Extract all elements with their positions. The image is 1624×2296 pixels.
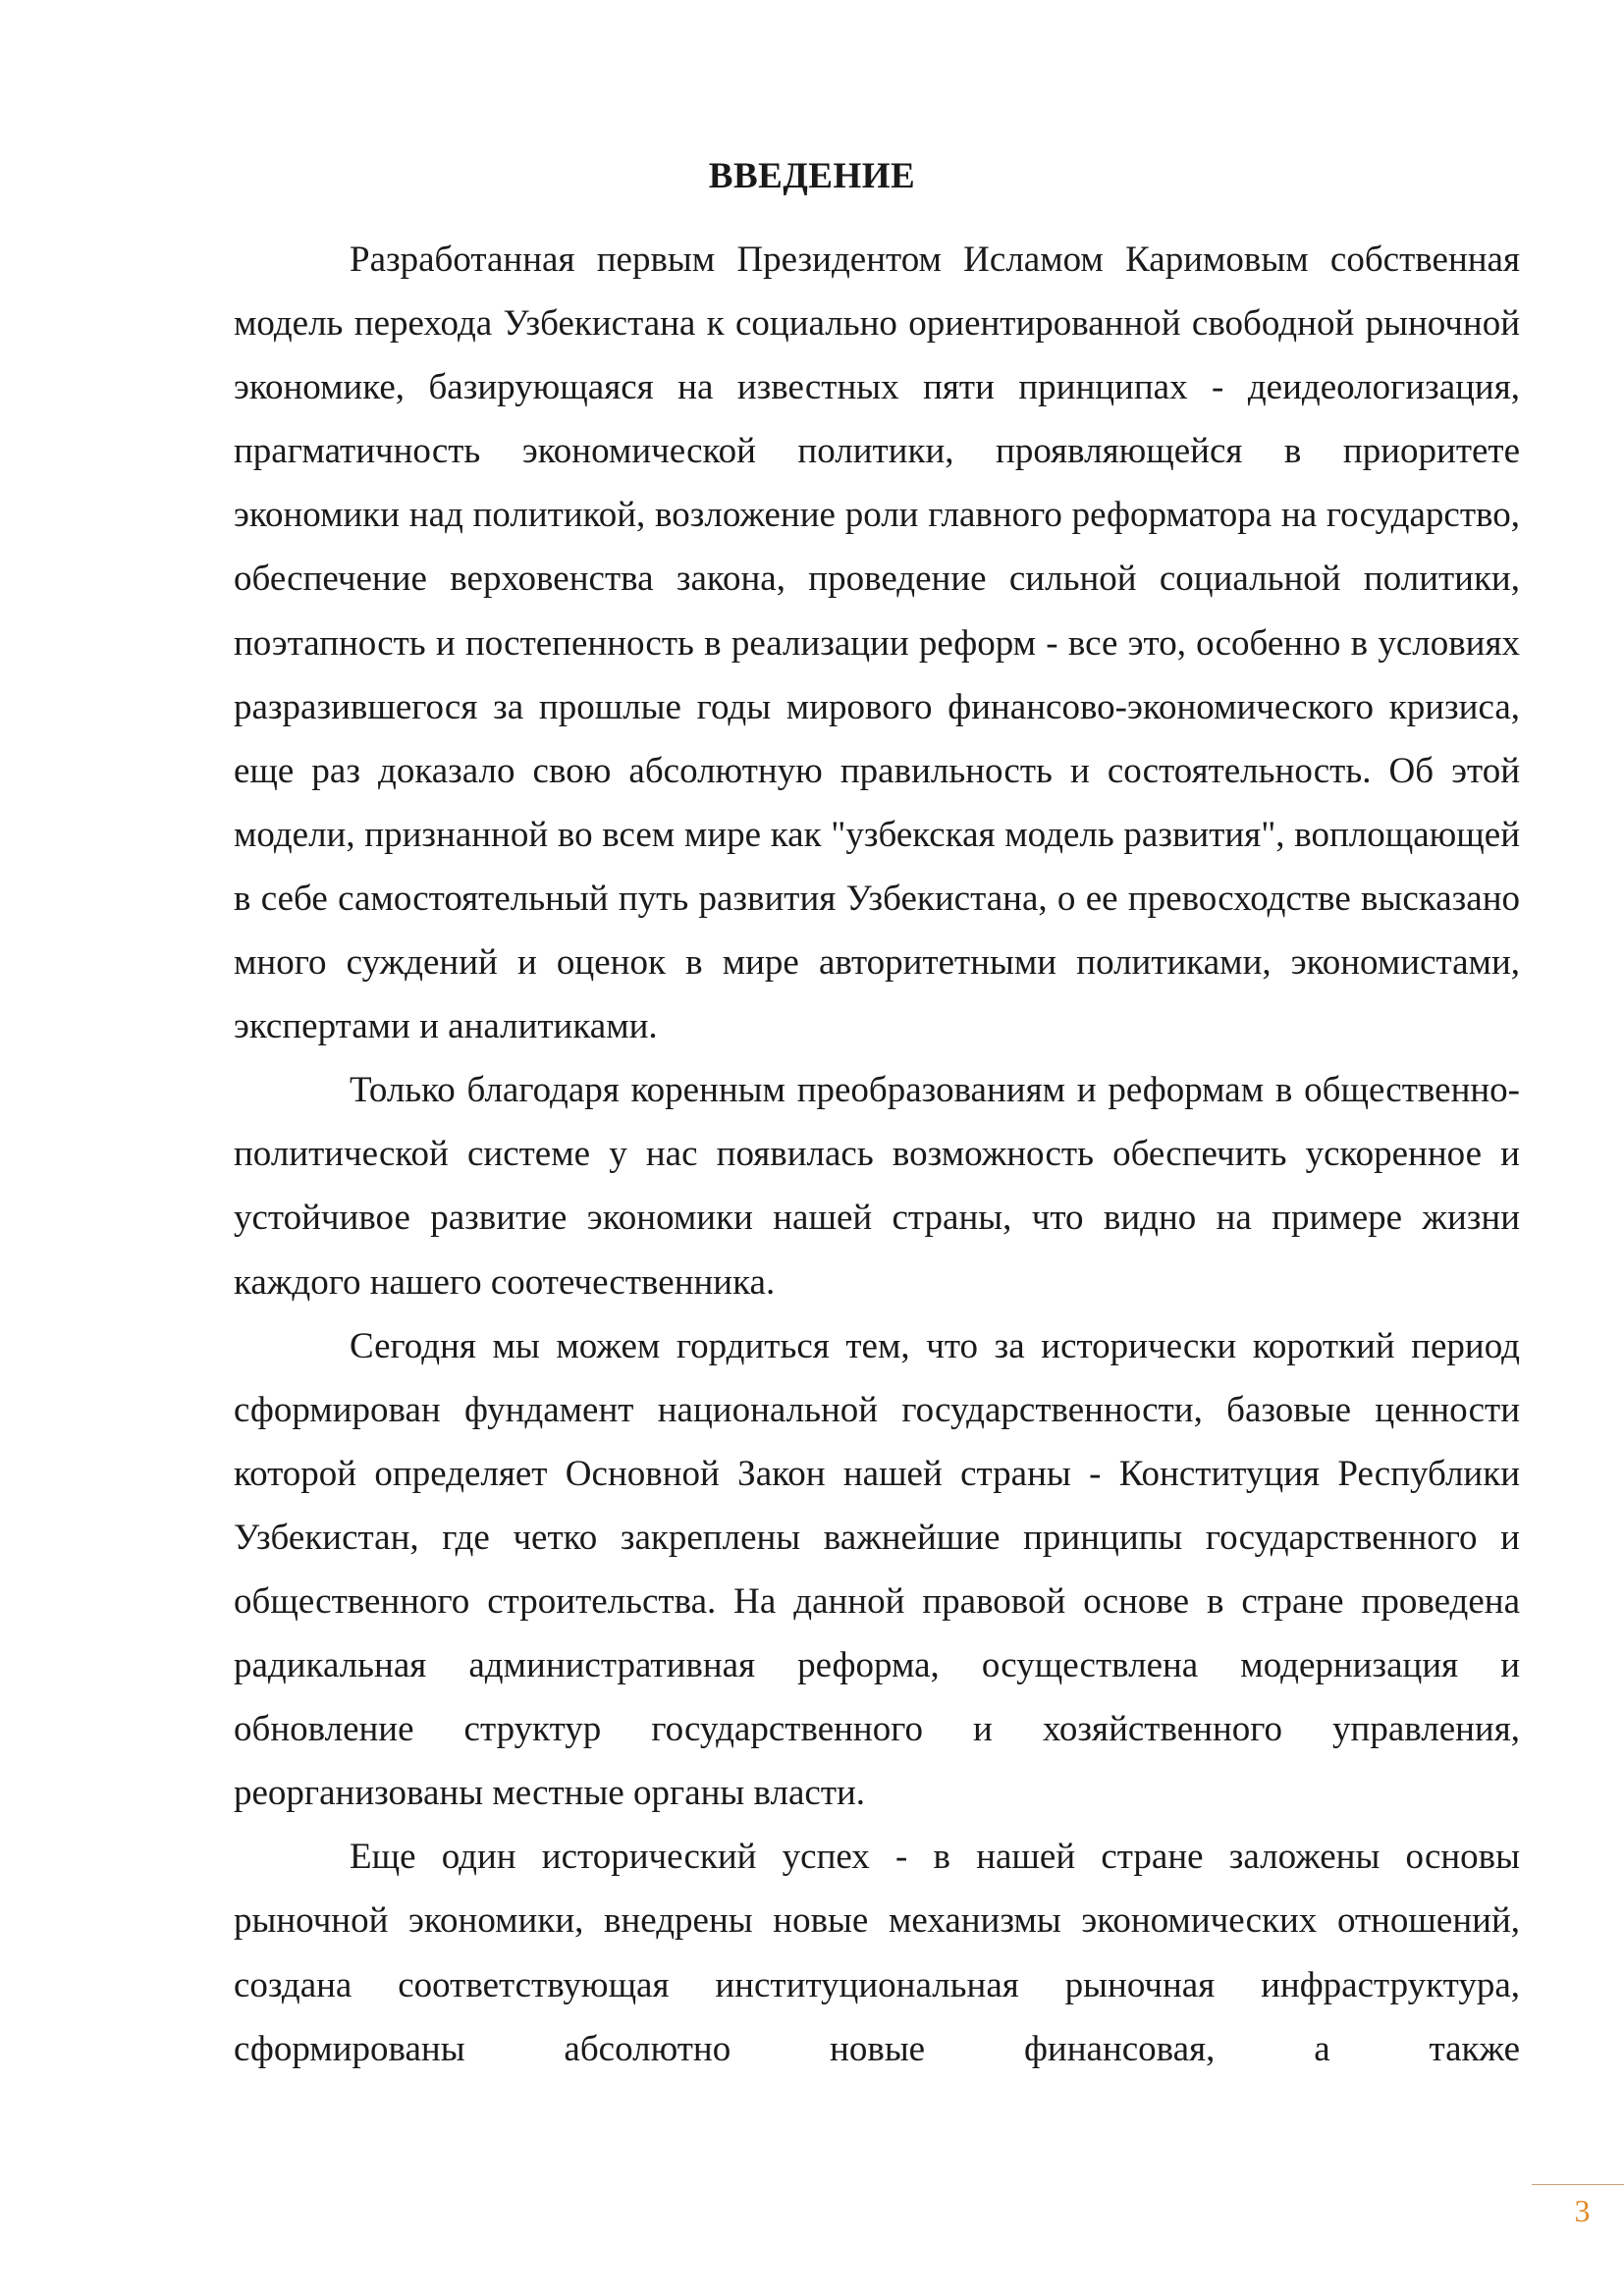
body-text [234,228,1520,2081]
paragraph: Сегодня мы можем гордиться тем, что за исторически короткий период сформирован фундамент национальной государственности, базовые ценности которой определяет Основной Закон нашей страны - Конституция Республики Узбекистан, где четко закреплены важнейшие принципы государственного и общественного строительства. На данной правовой основе в стране проведена радикальная административная реформа, осуществлена модернизация и обновление структур государственного и хозяйственного управления, реорганизованы местные органы власти. [234,1325,1520,1814]
page-number: 3 [1574,2193,1591,2228]
paragraph: Разработанная первым Президентом Исламом Каримовым собственная модель перехода Узбекистана к социально ориентированной свободной рыночной экономике, базирующаяся на известных пяти принципах - деидеологизация, прагматичность экономической политики, проявляющейся в приоритете экономики над политикой, возложение роли главного реформатора на государство, обеспечение верховенства закона, проведение сильной социальной политики, поэтапность и постепенность в реализации реформ - все это, особенно в условиях разразившегося за прошлые годы мирового финансово-экономического кризиса, еще раз доказало свою абсолютную правильность и состоятельность. Об этой модели, признанной во всем мире как "узбекская модель развития", воплощающей в себе самостоятельный путь развития Узбекистана, о ее превосходстве высказано много суждений и оценок в мире авторитетными политиками, экономистами, экспертами и аналитиками. [234,240,1520,1047]
paragraph: Только благодаря коренным преобразованиям и реформам в общественно-политической системе у нас появилась возможность обеспечить ускоренное и устойчивое развитие экономики нашей страны, что видно на примере жизни каждого нашего соотечественника. [234,1070,1520,1303]
section-heading: ВВЕДЕНИЕ [708,156,916,196]
page-number-divider [1532,2184,1624,2185]
paragraph: Еще один исторический успех - в нашей стране заложены основы рыночной экономики, внедрены новые механизмы экономических отношений, создана соответствующая институциональная рыночная инфраструктура, сформированы абсолютно новые финансовая, а также [234,1837,1520,2069]
